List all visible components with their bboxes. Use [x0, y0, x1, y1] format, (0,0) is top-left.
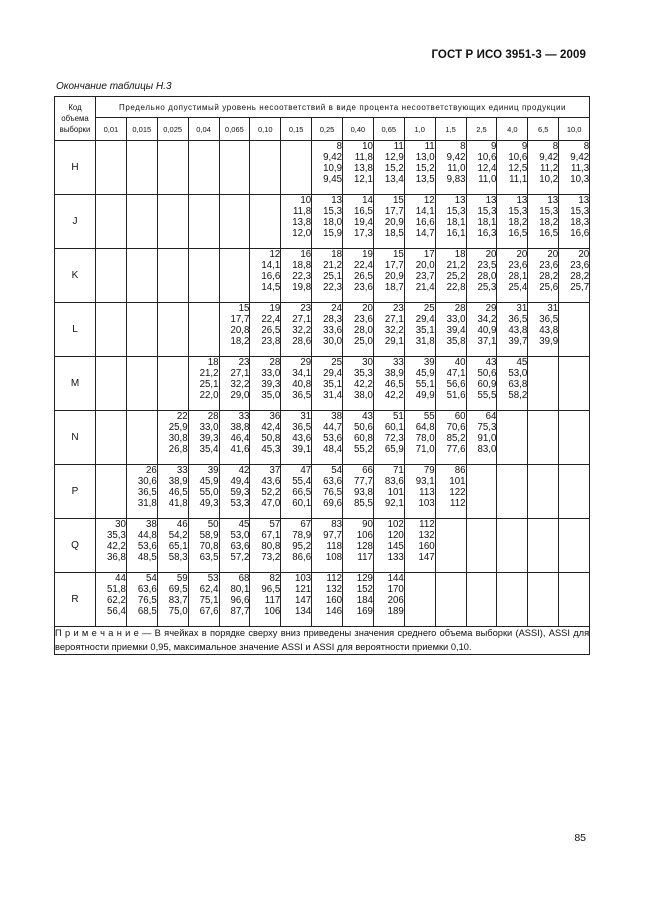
table-row: [55, 141, 590, 195]
table-cell: 57 67,1 80,8 73,2: [250, 519, 281, 573]
table-cell: [250, 141, 281, 195]
table-cell: 66 77,7 93,8 85,5: [343, 465, 374, 519]
table-cell: 102 120 145 133: [373, 519, 404, 573]
table-cell: 20 23,5 28,0 25,3: [466, 249, 497, 303]
table-cell: 15 17,7 20,9 18,7: [373, 249, 404, 303]
table-cell: [528, 465, 559, 519]
table-cell: 90 106 128 117: [343, 519, 374, 573]
table-cell: 30 35,3 42,2 36,8: [96, 519, 127, 573]
table-cell: [559, 303, 590, 357]
sample-size-code: M: [55, 357, 96, 411]
table-cell: 20 23,6 28,2 25,7: [559, 249, 590, 303]
table-cell: 86 101 122 112: [435, 465, 466, 519]
table-cell: 19 22,4 26,5 23,6: [343, 249, 374, 303]
aql-header-cell: 0,40: [343, 118, 374, 141]
aql-header-cell: 0,65: [373, 118, 404, 141]
table-cell: 43 50,6 60,9 55,5: [466, 357, 497, 411]
table-cell: 15 17,7 20,9 18,5: [373, 195, 404, 249]
table-cell: 10 11,8 13,8 12,0: [281, 195, 312, 249]
table-cell: [435, 519, 466, 573]
table-cell: 20 23,6 28,2 25,6: [528, 249, 559, 303]
table-cell: 64 75,3 91,0 83,0: [466, 411, 497, 465]
table-cell: 20 23,6 28,1 25,4: [497, 249, 528, 303]
table-cell: [466, 519, 497, 573]
table-row: [55, 303, 590, 357]
table-cell: 11 13,0 15,2 13,5: [404, 141, 435, 195]
table-cell: [126, 357, 157, 411]
table-cell: [219, 141, 250, 195]
table-row: [55, 411, 590, 465]
table-cell: 8 9,42 11,3 10,3: [559, 141, 590, 195]
aql-header-cell: 2,5: [466, 118, 497, 141]
table-cell: 53 62,4 75,1 67,6: [188, 573, 219, 627]
sample-size-code: L: [55, 303, 96, 357]
table-cell: [559, 357, 590, 411]
table-cell: 44 51,8 62,2 56,4: [96, 573, 127, 627]
table-cell: 46 54,2 65,1 58,3: [157, 519, 188, 573]
table-cell: [157, 249, 188, 303]
table-cell: 29 34,1 40,8 36,5: [281, 357, 312, 411]
table-cell: [126, 141, 157, 195]
table-cell: 12 14,1 16,6 14,5: [250, 249, 281, 303]
aql-header-cell: 0,15: [281, 118, 312, 141]
table-cell: 55 64,8 78,0 71,0: [404, 411, 435, 465]
table-cell: [157, 357, 188, 411]
table-cell: 8 9,42 11,0 9,83: [435, 141, 466, 195]
document-header: ГОСТ Р ИСО 3951-3 — 2009: [431, 49, 586, 61]
code-column-header: Код объема выборки: [55, 97, 96, 141]
table-row: [55, 573, 590, 627]
table-cell: 13 15,3 18,1 16,1: [435, 195, 466, 249]
table-cell: [435, 573, 466, 627]
table-cell: 38 44,8 53,6 48,5: [126, 519, 157, 573]
table-cell: 12 14,1 16,6 14,7: [404, 195, 435, 249]
table-cell: 18 21,2 25,1 22,3: [312, 249, 343, 303]
table-cell: [219, 249, 250, 303]
table-cell: 28 33,0 39,3 35,4: [188, 411, 219, 465]
table-cell: [559, 411, 590, 465]
aql-header-cell: 0,01: [96, 118, 127, 141]
table-cell: 13 15,3 18,0 15,9: [312, 195, 343, 249]
table-cell: 112 132 160 146: [312, 573, 343, 627]
table-cell: 25 29,4 35,1 31,4: [312, 357, 343, 411]
table-cell: [466, 465, 497, 519]
table-cell: [497, 573, 528, 627]
table-cell: [96, 465, 127, 519]
table-cell: [559, 573, 590, 627]
aql-header-cell: 1,5: [435, 118, 466, 141]
table-cell: 82 96,5 117 106: [250, 573, 281, 627]
table-row: [55, 249, 590, 303]
table-cell: 47 55,4 66,5 60,1: [281, 465, 312, 519]
sample-size-code: Q: [55, 519, 96, 573]
table-cell: 8 9,42 11,2 10,2: [528, 141, 559, 195]
aql-header-cell: 0,025: [157, 118, 188, 141]
table-cell: 50 58,9 70,8 63,5: [188, 519, 219, 573]
table-cell: [281, 141, 312, 195]
limit-level-header: Предельно допустимый уровень несоответствий в виде процента несоответствующих единиц продукции: [96, 97, 590, 118]
table-cell: 31 36,5 43,6 39,1: [281, 411, 312, 465]
table-cell: [188, 195, 219, 249]
table-cell: [528, 519, 559, 573]
aql-header-cell: 0,065: [219, 118, 250, 141]
table-cell: [497, 465, 528, 519]
table-cell: [497, 519, 528, 573]
table-cell: 42 49,4 59,3 53,3: [219, 465, 250, 519]
table-cell: [157, 141, 188, 195]
table-cell: 33 38,9 46,5 41,8: [157, 465, 188, 519]
table-cell: 23 27,1 32,2 28,6: [281, 303, 312, 357]
table-cell: [96, 357, 127, 411]
table-cell: 103 121 147 134: [281, 573, 312, 627]
note-row: [55, 627, 590, 655]
table-cell: 112 132 160 147: [404, 519, 435, 573]
table-cell: 129 152 184 169: [343, 573, 374, 627]
table-row: [55, 195, 590, 249]
table-cell: 39 45,9 55,0 49,3: [188, 465, 219, 519]
table-cell: 39 45,9 55,1 49,9: [404, 357, 435, 411]
table-cell: 45 53,0 63,8 58,2: [497, 357, 528, 411]
table-cell: 28 33,0 39,4 35,8: [435, 303, 466, 357]
aql-header-cell: 0,10: [250, 118, 281, 141]
table-cell: 43 50,6 60,8 55,2: [343, 411, 374, 465]
table-cell: 10 11,8 13,8 12,1: [343, 141, 374, 195]
table-cell: 9 10,6 12,5 11,1: [497, 141, 528, 195]
table-cell: 33 38,9 46,5 42,2: [373, 357, 404, 411]
table-caption: Окончание таблицы Н.3: [56, 81, 172, 92]
table-cell: 14 16,5 19,4 17,3: [343, 195, 374, 249]
table-cell: [96, 141, 127, 195]
page-number: 85: [574, 832, 586, 844]
table-cell: [126, 411, 157, 465]
table-cell: 71 83,6 101 92,1: [373, 465, 404, 519]
note-label: П р и м е ч а н и е: [55, 628, 139, 638]
table-cell: [157, 195, 188, 249]
table-cell: [528, 411, 559, 465]
sample-size-code: P: [55, 465, 96, 519]
table-cell: 38 44,7 53,6 48,4: [312, 411, 343, 465]
table-cell: 22 25,9 30,8 26,8: [157, 411, 188, 465]
table-cell: [96, 303, 127, 357]
table-cell: 31 36,5 43,8 39,9: [528, 303, 559, 357]
table-cell: 20 23,6 28,0 25,0: [343, 303, 374, 357]
table-cell: 31 36,5 43,8 39,7: [497, 303, 528, 357]
table-cell: 40 47,1 56,6 51,6: [435, 357, 466, 411]
table-cell: 9 10,6 12,4 11,0: [466, 141, 497, 195]
table-cell: 45 53,0 63,6 57,2: [219, 519, 250, 573]
table-cell: 13 15,3 18,2 16,5: [528, 195, 559, 249]
table-cell: 24 28,3 33,6 30,0: [312, 303, 343, 357]
table-cell: 144 170 206 189: [373, 573, 404, 627]
aql-header-cell: 0,04: [188, 118, 219, 141]
table-cell: 36 42,4 50,8 45,3: [250, 411, 281, 465]
table-row: [55, 519, 590, 573]
table-cell: [126, 249, 157, 303]
table-cell: 18 21,2 25,1 22,0: [188, 357, 219, 411]
note-text: — В ячейках в порядке сверху вниз приведены значения среднего объема выборки (ASSI), ASSI для вероятности приемки 0,95, максимальное значение ASSI и ASSI для вероятности приемки 0,10.: [55, 628, 590, 652]
table-cell: [96, 249, 127, 303]
sample-size-code: J: [55, 195, 96, 249]
table-cell: 17 20,0 23,7 21,4: [404, 249, 435, 303]
table-cell: 51 60,1 72,3 65,9: [373, 411, 404, 465]
table-cell: [157, 303, 188, 357]
aql-header-cell: 6,5: [528, 118, 559, 141]
table-cell: 23 27,1 32,2 29,0: [219, 357, 250, 411]
table-cell: 15 17,7 20,8 18,2: [219, 303, 250, 357]
sample-table: [54, 96, 590, 655]
aql-header-row: [55, 118, 590, 141]
table-cell: [528, 357, 559, 411]
table-cell: 54 63,6 76,5 68,5: [126, 573, 157, 627]
table-cell: [126, 303, 157, 357]
table-cell: [188, 249, 219, 303]
aql-header-cell: 0,015: [126, 118, 157, 141]
table-cell: 30 35,3 42,2 38,0: [343, 357, 374, 411]
aql-header-cell: 4,0: [497, 118, 528, 141]
table-cell: 13 15,3 18,1 16,3: [466, 195, 497, 249]
table-cell: 54 63,6 76,5 69,6: [312, 465, 343, 519]
table-cell: 59 69,5 83,7 75,0: [157, 573, 188, 627]
table-cell: [250, 195, 281, 249]
table-note: [55, 627, 590, 655]
table-cell: 29 34,2 40,9 37,1: [466, 303, 497, 357]
sample-size-code: R: [55, 573, 96, 627]
table-body: [55, 141, 590, 655]
table-cell: 25 29,4 35,1 31,8: [404, 303, 435, 357]
table-cell: [404, 573, 435, 627]
table-cell: 23 27,1 32,2 29,1: [373, 303, 404, 357]
table-cell: 19 22,4 26,5 23,8: [250, 303, 281, 357]
table-cell: [96, 195, 127, 249]
table-cell: 68 80,1 96,6 87,7: [219, 573, 250, 627]
sample-size-code: K: [55, 249, 96, 303]
table-cell: 28 33,0 39,3 35,0: [250, 357, 281, 411]
table-cell: 67 78,9 95,2 86,6: [281, 519, 312, 573]
table-cell: [497, 411, 528, 465]
table-cell: 13 15,3 18,3 16,6: [559, 195, 590, 249]
table-cell: [528, 573, 559, 627]
aql-header-cell: 0,25: [312, 118, 343, 141]
table-cell: [559, 519, 590, 573]
table-cell: 37 43,6 52,2 47,0: [250, 465, 281, 519]
table-cell: 26 30,6 36,5 31,8: [126, 465, 157, 519]
table-cell: [559, 465, 590, 519]
table-cell: 83 97,7 118 108: [312, 519, 343, 573]
table-cell: 13 15,3 18,2 16,5: [497, 195, 528, 249]
table-cell: [126, 195, 157, 249]
sample-size-code: N: [55, 411, 96, 465]
sample-size-code: H: [55, 141, 96, 195]
aql-header-cell: 1,0: [404, 118, 435, 141]
table-cell: [188, 303, 219, 357]
table-cell: 11 12,9 15,2 13,4: [373, 141, 404, 195]
table-cell: 60 70,6 85,2 77,6: [435, 411, 466, 465]
table-cell: 33 38,8 46,4 41,6: [219, 411, 250, 465]
table-row: [55, 357, 590, 411]
table-cell: [188, 141, 219, 195]
table-row: [55, 465, 590, 519]
table-cell: [466, 573, 497, 627]
table-cell: 18 21,2 25,2 22,8: [435, 249, 466, 303]
table-cell: [219, 195, 250, 249]
table-cell: 79 93,1 113 103: [404, 465, 435, 519]
table-cell: 8 9,42 10,9 9,45: [312, 141, 343, 195]
table-cell: [96, 411, 127, 465]
aql-header-cell: 10,0: [559, 118, 590, 141]
table-cell: 16 18,8 22,3 19,8: [281, 249, 312, 303]
